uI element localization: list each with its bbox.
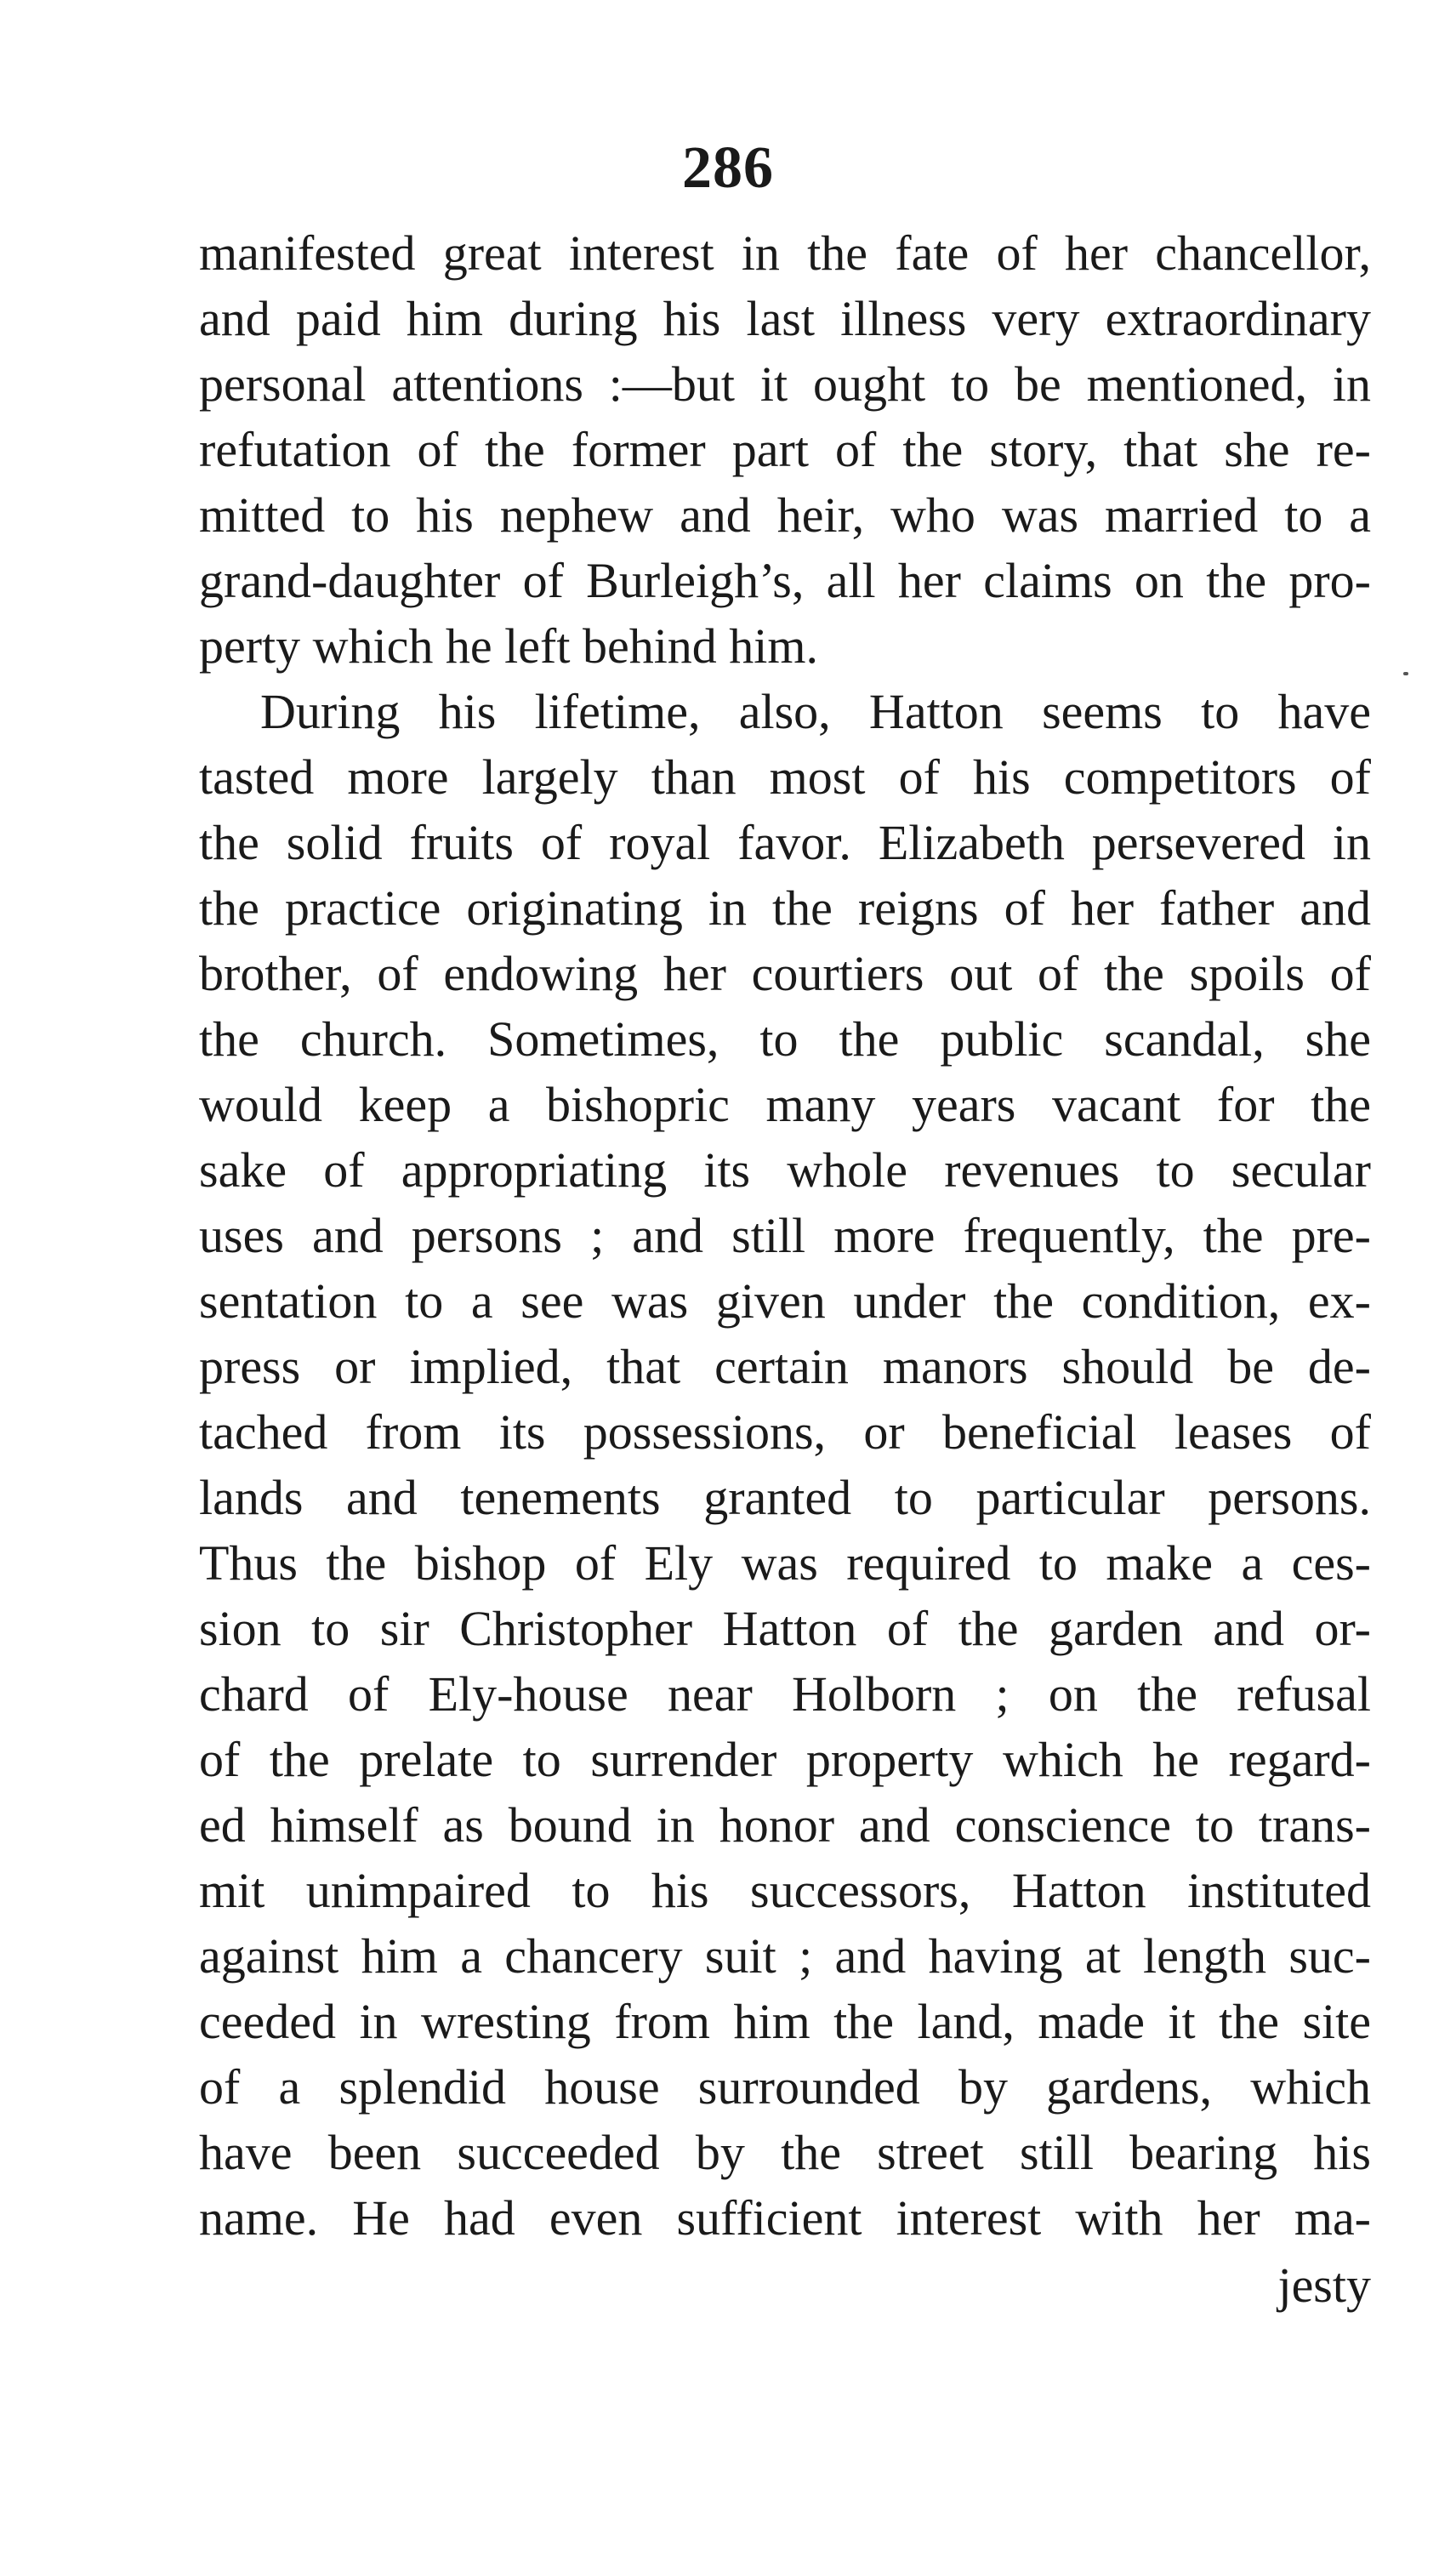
text-line: name. He had even sufficient interest with her ma- [199, 2190, 1371, 2246]
text-line: lands and tenements granted to particular persons. [199, 1470, 1371, 1525]
ink-speck [1403, 672, 1408, 675]
text-line: mit unimpaired to his successors, Hatton instituted [199, 1863, 1371, 1918]
text-line: mitted to his nephew and heir, who was married to a [199, 487, 1371, 543]
text-line: grand-daughter of Burleigh’s, all her claims on the pro- [199, 553, 1371, 608]
page-number: 286 [682, 135, 774, 201]
text-line: and paid him during his last illness very extraordinary [199, 291, 1371, 346]
text-line: uses and persons ; and still more frequently, the pre- [199, 1208, 1371, 1263]
catchword: jesty [1277, 2257, 1371, 2313]
text-line: of the prelate to surrender property which he regard- [199, 1732, 1371, 1787]
text-line: sion to sir Christopher Hatton of the garden and or- [199, 1601, 1371, 1656]
text-line: ed himself as bound in honor and conscience to trans- [199, 1797, 1371, 1853]
text-line: the solid fruits of royal favor. Elizabeth persevered in [199, 815, 1371, 870]
text-line: brother, of endowing her courtiers out of the spoils of [199, 946, 1371, 1001]
text-line: tasted more largely than most of his competitors of [199, 749, 1371, 805]
paragraph [199, 679, 1371, 2251]
text-line: of a splendid house surrounded by gardens, which [199, 2059, 1371, 2115]
text-line: sake of appropriating its whole revenues to secular [199, 1142, 1371, 1198]
text-line: sentation to a see was given under the condition, ex- [199, 1273, 1371, 1329]
text-line: manifested great interest in the fate of her chancellor, [199, 225, 1371, 281]
text-line: press or implied, that certain manors should be de- [199, 1339, 1371, 1394]
text-line: the church. Sometimes, to the public scandal, she [199, 1011, 1371, 1067]
text-line: perty which he left behind him. [199, 618, 819, 674]
text-line: Thus the bishop of Ely was required to make a ces- [199, 1535, 1371, 1591]
text-line: against him a chancery suit ; and having at length suc- [199, 1928, 1371, 1984]
body-text [199, 220, 1371, 2251]
text-line: would keep a bishopric many years vacant for the [199, 1077, 1371, 1132]
text-line: refutation of the former part of the story, that she re- [199, 422, 1371, 477]
paragraph [199, 220, 1371, 679]
text-line: the practice originating in the reigns of her father and [199, 880, 1371, 936]
text-line: During his lifetime, also, Hatton seems to have [260, 684, 1371, 739]
text-line: personal attentions :—but it ought to be mentioned, in [199, 356, 1371, 412]
text-line: ceeded in wresting from him the land, made it the site [199, 1994, 1371, 2049]
text-line: chard of Ely-house near Holborn ; on the refusal [199, 1666, 1371, 1722]
text-line: have been succeeded by the street still bearing his [199, 2125, 1371, 2180]
text-line: tached from its possessions, or beneficial leases of [199, 1404, 1371, 1460]
